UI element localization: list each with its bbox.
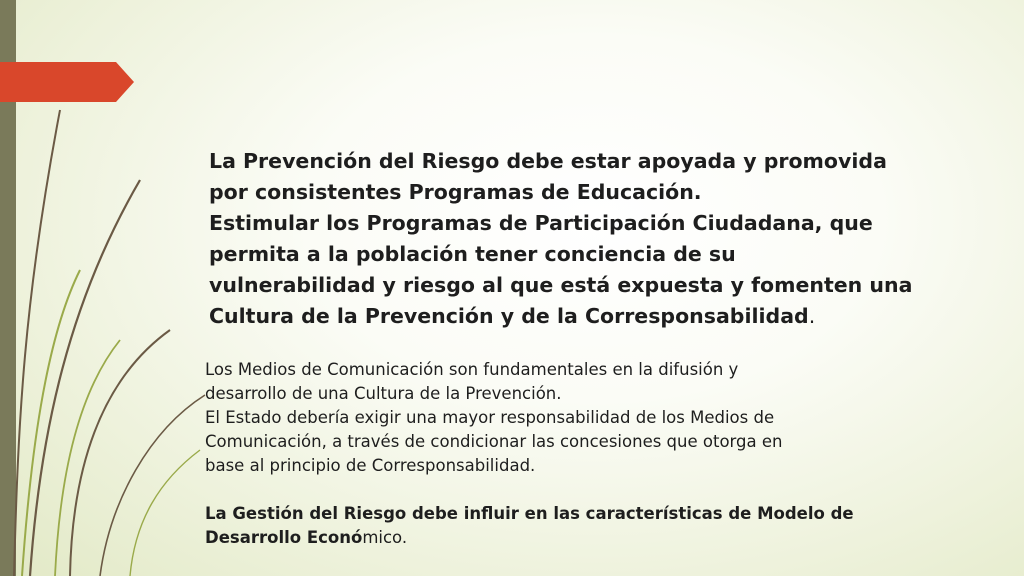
spacer bbox=[205, 478, 995, 502]
text-line: desarrollo de una Cultura de la Prevención. bbox=[205, 384, 562, 403]
text-line: por consistentes Programas de Educación. bbox=[209, 180, 702, 204]
text-line: vulnerabilidad y riesgo al que está expuesta y fomenten una bbox=[209, 273, 913, 297]
text-line: base al principio de Corresponsabilidad. bbox=[205, 456, 536, 475]
secondary-text-block bbox=[205, 358, 995, 550]
text-line: La Gestión del Riesgo debe influir en las características de Modelo de bbox=[205, 504, 854, 523]
text-line: Los Medios de Comunicación son fundamentales en la difusión y bbox=[205, 360, 739, 379]
text-line: Cultura de la Prevención y de la Corresponsabilidad. bbox=[209, 304, 816, 328]
text-line: Comunicación, a través de condicionar las concesiones que otorga en bbox=[205, 432, 783, 451]
main-text-block bbox=[209, 146, 999, 332]
end-punctuation: . bbox=[808, 304, 816, 328]
text-line: permita a la población tener conciencia de su bbox=[209, 242, 736, 266]
text-line: Estimular los Programas de Participación Ciudadana, que bbox=[209, 211, 873, 235]
text-line: Desarrollo Económico. bbox=[205, 528, 408, 547]
text-line: La Prevención del Riesgo debe estar apoyada y promovida bbox=[209, 149, 887, 173]
text-line: El Estado debería exigir una mayor responsabilidad de los Medios de bbox=[205, 408, 775, 427]
decorative-vine-lines bbox=[0, 0, 220, 576]
